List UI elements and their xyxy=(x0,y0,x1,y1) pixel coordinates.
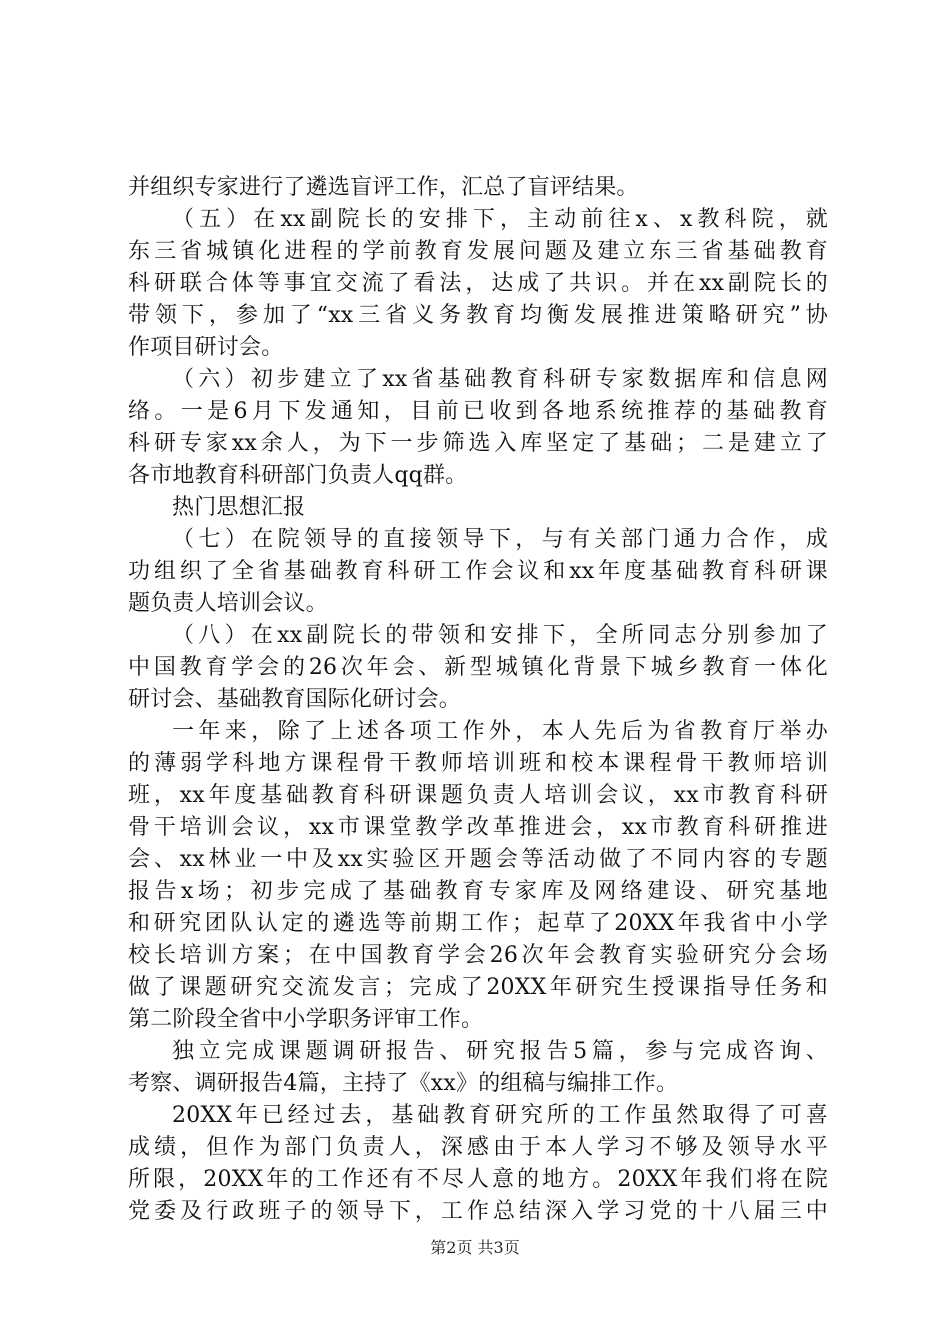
text-line: 第二阶段全省中小学职务评审工作。 xyxy=(128,1007,484,1032)
text-line: 的薄弱学科地方课程骨干教师培训班和校本课程骨干教师培训 xyxy=(128,751,828,776)
text-line: 会、xx林业一中及xx实验区开题会等活动做了不同内容的专题 xyxy=(128,847,828,872)
text-line: 络。一是6月下发通知，目前已收到各地系统推荐的基础教育 xyxy=(128,399,828,424)
text-line: 热门思想汇报 xyxy=(172,495,306,520)
text-line: 功组织了全省基础教育科研工作会议和xx年度基础教育科研课 xyxy=(128,559,828,584)
text-line: 一年来，除了上述各项工作外，本人先后为省教育厅举办 xyxy=(172,719,828,744)
text-line: 中国教育学会的26次年会、新型城镇化背景下城乡教育一体化 xyxy=(128,655,828,680)
text-line: 东三省城镇化进程的学前教育发展问题及建立东三省基础教育 xyxy=(128,239,828,264)
page-footer: 第2页 共3页 xyxy=(430,1238,520,1257)
text-line: （六）初步建立了xx省基础教育科研专家数据库和信息网 xyxy=(172,367,828,392)
text-line: 并组织专家进行了遴选盲评工作，汇总了盲评结果。 xyxy=(128,175,639,200)
text-line: 成绩，但作为部门负责人，深感由于本人学习不够及领导水平 xyxy=(128,1135,828,1160)
text-line: 带领下，参加了“xx三省义务教育均衡发展推进策略研究”协 xyxy=(128,303,828,328)
text-line: （八）在xx副院长的带领和安排下，全所同志分别参加了 xyxy=(172,623,828,648)
text-line: 作项目研讨会。 xyxy=(128,335,284,360)
text-line: 所限，20XX年的工作还有不尽人意的地方。20XX年我们将在院 xyxy=(128,1167,828,1192)
text-line: 报告x场；初步完成了基础教育专家库及网络建设、研究基地 xyxy=(128,879,828,904)
text-line: 科研专家xx余人，为下一步筛选入库坚定了基础；二是建立了 xyxy=(128,431,828,456)
text-line: 和研究团队认定的遴选等前期工作；起草了20XX年我省中小学 xyxy=(128,911,828,936)
text-line: 班，xx年度基础教育科研课题负责人培训会议，xx市教育科研 xyxy=(128,783,828,808)
text-line: 校长培训方案；在中国教育学会26次年会教育实验研究分会场 xyxy=(128,943,828,968)
text-line: 做了课题研究交流发言；完成了20XX年研究生授课指导任务和 xyxy=(128,975,828,1000)
document-body xyxy=(128,172,828,1228)
text-line: 党委及行政班子的领导下，工作总结深入学习党的十八届三中 xyxy=(128,1199,828,1224)
text-line: 各市地教育科研部门负责人qq群。 xyxy=(128,463,468,488)
text-line: 独立完成课题调研报告、研究报告5篇，参与完成咨询、 xyxy=(172,1039,828,1064)
text-line: 研讨会、基础教育国际化研讨会。 xyxy=(128,687,462,712)
text-line: 骨干培训会议，xx市课堂教学改革推进会，xx市教育科研推进 xyxy=(128,815,828,840)
text-line: 考察、调研报告4篇，主持了《xx》的组稿与编排工作。 xyxy=(128,1071,679,1096)
text-line: 科研联合体等事宜交流了看法，达成了共识。并在xx副院长的 xyxy=(128,271,828,296)
text-line: 题负责人培训会议。 xyxy=(128,591,328,616)
text-line: 20XX年已经过去，基础教育研究所的工作虽然取得了可喜 xyxy=(172,1103,828,1128)
text-line: （七）在院领导的直接领导下，与有关部门通力合作，成 xyxy=(172,527,828,552)
text-line: （五）在xx副院长的安排下，主动前往x、x教科院，就 xyxy=(172,207,828,232)
